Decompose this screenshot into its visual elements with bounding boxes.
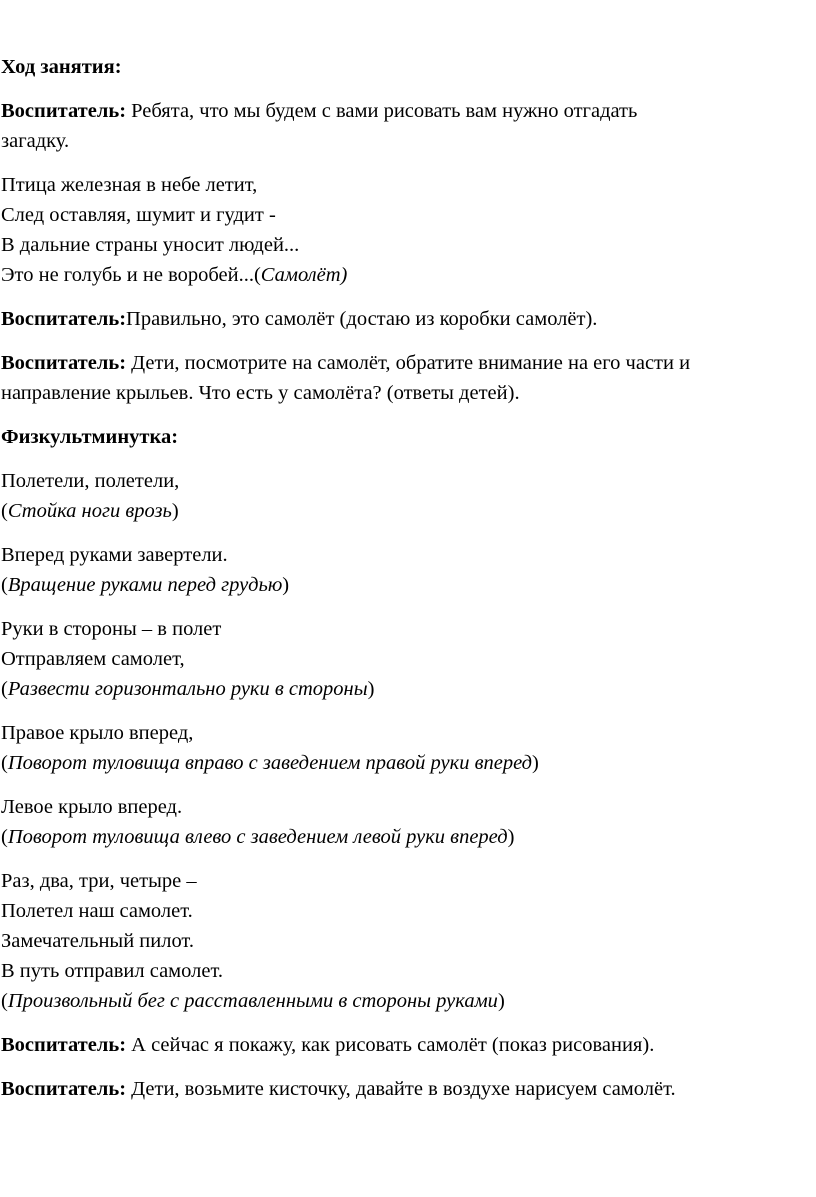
speaker-label: Воспитатель: xyxy=(1,352,127,374)
paragraph-teacher-brush: Воспитатель: Дети, возьмите кисточку, давайте в воздухе нарисуем самолёт. xyxy=(1,1078,676,1100)
heading-lesson-course: Ход занятия: xyxy=(1,56,122,78)
exercise-instruction: Развести горизонтально руки в стороны xyxy=(7,678,368,700)
exercise-stanza: Правое крыло вперед, (Поворот туловища вправо с заведением правой руки вперед) xyxy=(1,722,539,774)
paragraph-teacher-show: Воспитатель: А сейчас я покажу, как рисовать самолёт (показ рисования). xyxy=(1,1034,655,1056)
speaker-label: Воспитатель: xyxy=(1,1034,127,1056)
exercise-instruction: Произвольный бег с расставленными в стороны руками xyxy=(7,990,498,1012)
exercise-instruction: Стойка ноги врозь xyxy=(7,500,172,522)
exercise-stanza: Раз, два, три, четыре – Полетел наш самолет. Замечательный пилот. В путь отправил самолет. (Произвольный бег с расставленными в стороны руками) xyxy=(1,870,505,1012)
exercise-instruction: Поворот туловища вправо с заведением правой руки вперед xyxy=(7,752,533,774)
document-page xyxy=(0,52,816,1118)
exercise-instruction: Вращение руками перед грудью xyxy=(7,574,283,596)
exercise-stanza: Вперед руками завертели. (Вращение руками перед грудью) xyxy=(1,544,290,596)
speaker-label: Воспитатель: xyxy=(1,100,127,122)
exercise-stanza: Руки в стороны – в полет Отправляем самолет, (Развести горизонтально руки в стороны) xyxy=(1,618,375,700)
exercise-stanza: Полетели, полетели, (Стойка ноги врозь) xyxy=(1,470,180,522)
paragraph-teacher-correct: Воспитатель:Правильно, это самолёт (достаю из коробки самолёт). xyxy=(1,308,598,330)
exercise-stanza: Левое крыло вперед. (Поворот туловища влево с заведением левой руки вперед) xyxy=(1,796,515,848)
speaker-label: Воспитатель: xyxy=(1,308,127,330)
speaker-label: Воспитатель: xyxy=(1,1078,127,1100)
paragraph-teacher-look: Воспитатель: Дети, посмотрите на самолёт, обратите внимание на его части и направление крыльев. Что есть у самолёта? (ответы детей). xyxy=(1,352,691,404)
riddle-verse: Птица железная в небе летит, След оставляя, шумит и гудит - В дальние страны уносит людей... Это не голубь и не воробей...(Самолёт) xyxy=(1,174,348,286)
paragraph-teacher-intro: Воспитатель: Ребята, что мы будем с вами рисовать вам нужно отгадать загадку. xyxy=(1,100,638,152)
heading-exercise: Физкультминутка: xyxy=(1,426,179,448)
exercise-instruction: Поворот туловища влево с заведением левой руки вперед xyxy=(7,826,508,848)
riddle-answer: Самолёт) xyxy=(260,264,348,286)
